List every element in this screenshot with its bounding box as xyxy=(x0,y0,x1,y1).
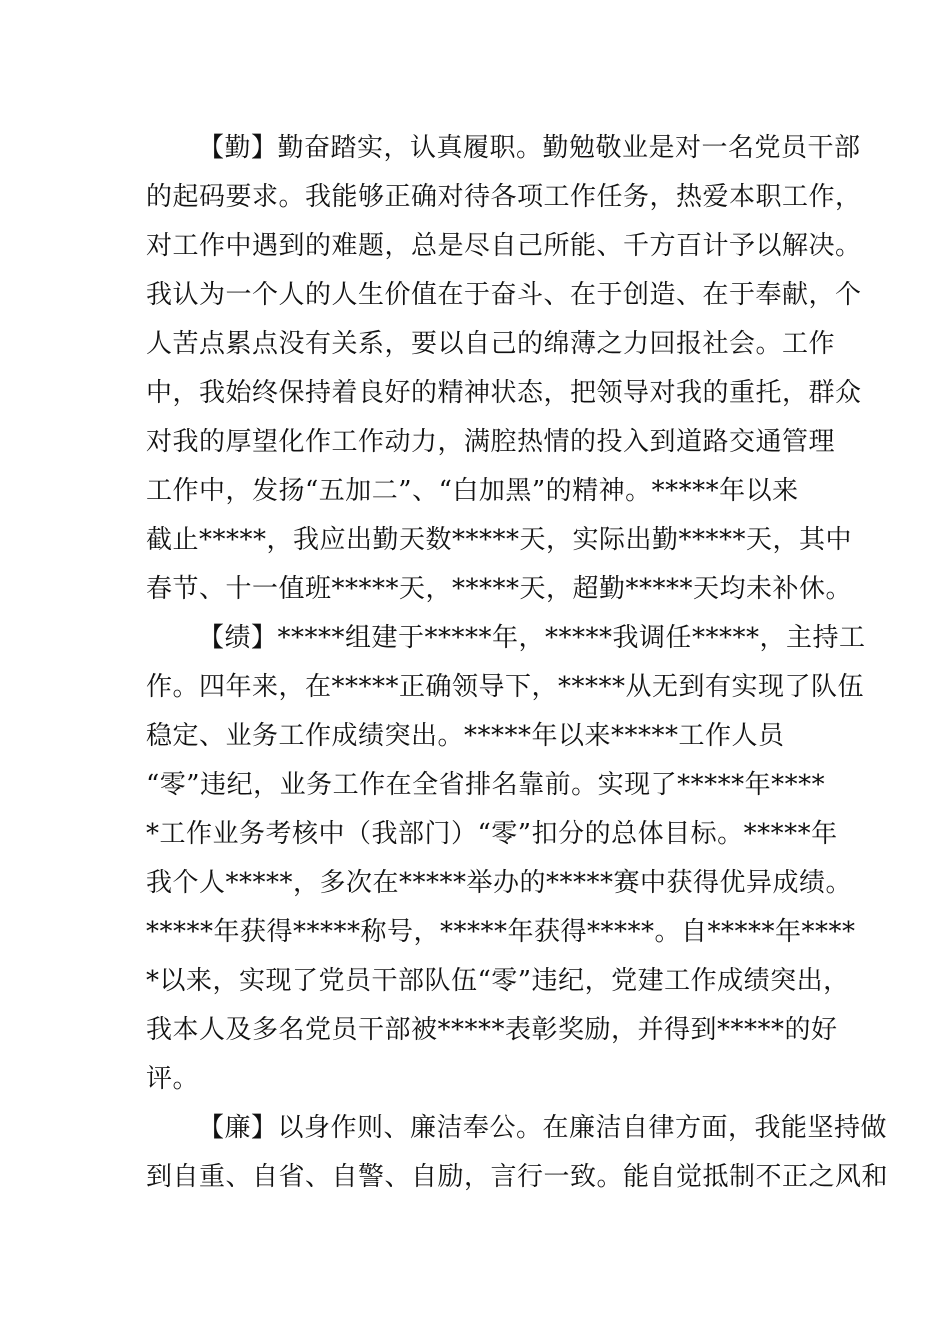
text-line: 的起码要求。我能够正确对待各项工作任务，热爱本职工作， xyxy=(146,182,862,212)
paragraph-ji xyxy=(146,614,866,1104)
text-line: *以来，实现了党员干部队伍“零”违纪，党建工作成绩突出， xyxy=(146,966,850,996)
text-line: 稳定、业务工作成绩突出。*****年以来*****工作人员 xyxy=(146,721,785,751)
text-line: 对工作中遇到的难题，总是尽自己所能、千方百计予以解决。 xyxy=(146,231,862,261)
paragraph-qin xyxy=(146,124,862,614)
document-body xyxy=(146,124,889,1202)
text-line: 作。四年来，在*****正确领导下，*****从无到有实现了队伍 xyxy=(146,672,865,702)
text-line: 中，我始终保持着良好的精神状态，把领导对我的重托，群众 xyxy=(146,378,862,408)
text-line: 人苦点累点没有关系，要以自己的绵薄之力回报社会。工作 xyxy=(146,329,836,359)
text-line: *工作业务考核中（我部门）“零”扣分的总体目标。*****年 xyxy=(146,819,838,849)
text-line: 我认为一个人的人生价值在于奋斗、在于创造、在于奉献，个 xyxy=(146,280,862,310)
text-line: 评。 xyxy=(146,1064,200,1094)
text-line: 春节、十一值班*****天，*****天，超勤*****天均未补休。 xyxy=(146,574,853,604)
text-line: 截止*****，我应出勤天数*****天，实际出勤*****天，其中 xyxy=(146,525,853,555)
text-line: 【绩】*****组建于*****年，*****我调任*****，主持工 xyxy=(198,623,866,653)
text-line: 我本人及多名党员干部被*****表彰奖励，并得到*****的好 xyxy=(146,1015,838,1045)
text-line: 到自重、自省、自警、自励，言行一致。能自觉抵制不正之风和 xyxy=(146,1162,889,1192)
text-line: “零”违纪，业务工作在全省排名靠前。实现了*****年**** xyxy=(146,770,826,800)
paragraph-lian xyxy=(146,1104,889,1202)
text-line: 【廉】以身作则、廉洁奉公。在廉洁自律方面，我能坚持做 xyxy=(198,1113,888,1143)
text-line: 工作中，发扬“五加二”、“白加黑”的精神。*****年以来 xyxy=(146,476,799,506)
text-line: 对我的厚望化作工作动力，满腔热情的投入到道路交通管理 xyxy=(146,427,836,457)
text-line: 我个人*****，多次在*****举办的*****赛中获得优异成绩。 xyxy=(146,868,853,898)
text-line: *****年获得*****称号，*****年获得*****。自*****年**** xyxy=(146,917,856,947)
text-line: 【勤】勤奋踏实，认真履职。勤勉敬业是对一名党员干部 xyxy=(198,133,861,163)
